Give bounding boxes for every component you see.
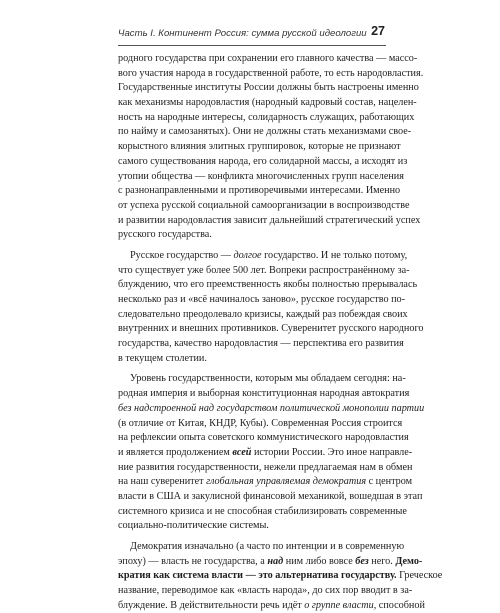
text-line: и является продолжением всей истории России. Это иное направле- [118, 446, 413, 458]
text-line: Уровень государственности, которым мы обладаем сегодня: на- [130, 373, 406, 385]
text-line: блуждение. В действительности речь идёт о группе власти, способной [118, 599, 425, 611]
text-line: (в отличие от Китая, КНДР, Кубы). Современная Россия строится [118, 417, 403, 429]
text-line: кратия как система власти — это альтернатива государству. Греческое [118, 570, 443, 582]
emphasis: всей [232, 446, 252, 458]
text-line: как механизмы народовластия (народный кадровый состав, нацелен- [118, 97, 417, 109]
emphasis: без [355, 555, 369, 567]
text-line: в текущем столетии. [118, 352, 207, 364]
text-line: Государственные институты России должны быть настроены именно [118, 82, 419, 94]
text-line: корыстного влияния элитных группировок, которые не признают [118, 141, 401, 153]
text-line: социально-политические системы. [118, 520, 269, 532]
text-line: следовательно преодолевало кризисы, каждый раз побеждая своих [118, 308, 408, 320]
text-line: родная империя и выборная конституционная народная автократия [118, 388, 410, 400]
text-line: утопии общества — конфликта многочисленных групп населения [118, 170, 404, 182]
text-line: эпоху) — власть не государства, а над ним либо вовсе без него. Демо- [118, 555, 423, 567]
emphasis: Демо- [395, 555, 423, 567]
text-line: по найму и самозанятых). Они не должны стать механизмами свое- [118, 126, 412, 138]
text-line: русского государства. [118, 229, 212, 241]
text-line: что существует уже более 500 лет. Вопреки распространённому за- [118, 264, 410, 276]
text-line: от успеха русской социальной самоорганизации в воспроизводстве [118, 199, 410, 211]
text-line: на рефлексии опыта советского коммунистического народовластия [118, 432, 409, 444]
text-line: государства, качество народовластия — перспектива его развития [118, 338, 404, 350]
text-line: и развитии народовластия зависит дальнейший стратегический успех [118, 214, 421, 226]
text-line: с разнонаправленными и противоречивыми интересами. Именно [118, 185, 401, 197]
emphasis: долгое [233, 249, 262, 261]
emphasis: глобальная управляемая демократия [206, 476, 367, 488]
header-rule [118, 45, 386, 46]
text-line: на наш суверенитет глобальная управляемая демократия с центром [118, 476, 413, 488]
text-line: вого участия народа в государственной работе, то есть народовластия. [118, 67, 424, 79]
emphasis: над [267, 555, 284, 567]
running-title: Часть I. Континент Россия: сумма русской идеологии [118, 28, 367, 39]
text-line: Русское государство — долгое государство. И не только потому, [130, 249, 408, 261]
text-line: родного государства при сохранении его главного качества — массо- [118, 53, 418, 64]
body-text [118, 52, 443, 613]
text-line: ние развития государственности, нежели предлагаемая нам в обмен [118, 461, 413, 473]
text-line: власти в США и закулисной финансовой механикой, вошедшая в этап [118, 490, 423, 502]
text-line: Демократия изначально (а часто по интенции и в современную [130, 541, 405, 552]
text-line: название, переводимое как «власть народа», до сих пор вводит в за- [118, 585, 413, 597]
text-line: внутренних и внешних противников. Суверенитет русского народного [118, 323, 424, 335]
text-line: ность на народные интересы, солидарность служащих, работающих [118, 111, 415, 123]
text-line: системного кризиса и не способная стабилизировать современные [118, 505, 407, 517]
text-line: самого существования народа, его солидарной массы, а исходят из [118, 155, 408, 167]
text-line: несколько раз и «всё начиналось заново», русское государство по- [118, 294, 406, 305]
page-number: 27 [371, 24, 385, 38]
text-line: без надстроенной над государством политической монополии партии [118, 402, 425, 414]
emphasis: о группе власти, [304, 599, 377, 611]
text-line: блуждению, что его преемственность якобы полностью прерывалась [118, 279, 418, 291]
emphasis: кратия как система власти — это альтернатива государству. [118, 570, 397, 582]
